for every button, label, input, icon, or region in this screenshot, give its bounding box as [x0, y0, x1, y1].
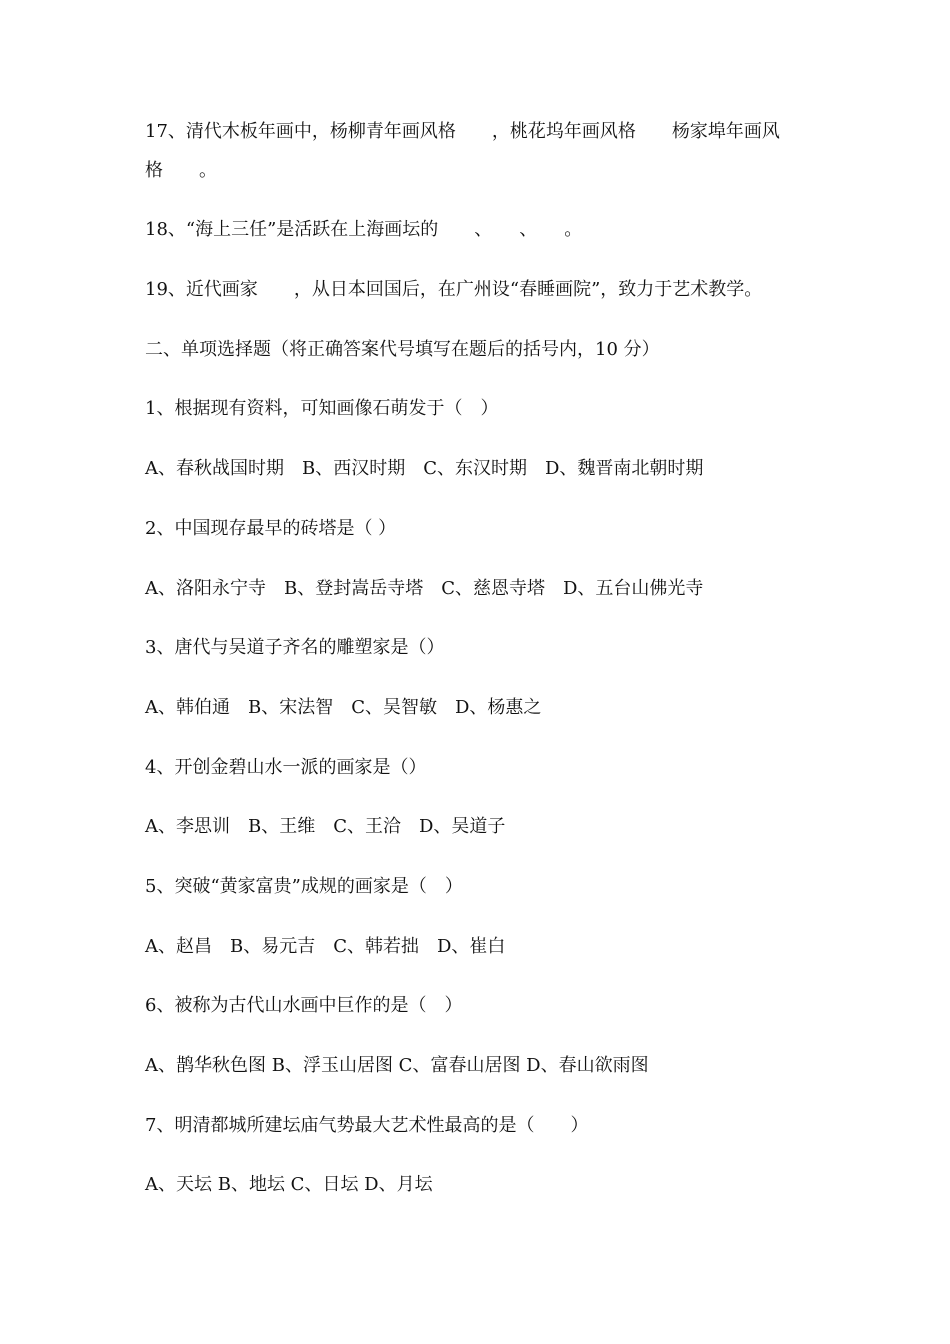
mc-question-3: 3、唐代与吴道子齐名的雕塑家是（）: [145, 637, 445, 658]
mc-question-7: 7、明清都城所建坛庙气势最大艺术性最高的是（ ）: [145, 1115, 589, 1136]
mc-question-6: 6、被称为古代山水画中巨作的是（ ）: [145, 995, 463, 1016]
mc-question-4: 4、开创金碧山水一派的画家是（）: [145, 757, 427, 778]
question-19: 19、近代画家 ，从日本回国后，在广州设“春睡画院”，致力于艺术教学。: [145, 279, 763, 300]
mc-options-4: A、李思训 B、王维 C、王洽 D、吴道子: [145, 816, 506, 837]
mc-options-3: A、韩伯通 B、宋法智 C、吴智敏 D、杨惠之: [145, 697, 542, 718]
question-17-line-2: 格 。: [145, 160, 217, 181]
section-heading-single-choice: 二、单项选择题（将正确答案代号填写在题后的括号内，10 分）: [145, 339, 660, 360]
mc-options-5: A、赵昌 B、易元吉 C、韩若拙 D、崔白: [145, 936, 506, 957]
mc-question-2: 2、中国现存最早的砖塔是（ ）: [145, 518, 397, 539]
mc-options-6: A、鹊华秋色图 B、浮玉山居图 C、富春山居图 D、春山欲雨图: [145, 1055, 649, 1076]
mc-options-1: A、春秋战国时期 B、西汉时期 C、东汉时期 D、魏晋南北朝时期: [145, 458, 704, 479]
question-18: 18、“海上三任”是活跃在上海画坛的 、 、 。: [145, 219, 583, 240]
mc-options-2: A、洛阳永宁寺 B、登封嵩岳寺塔 C、慈恩寺塔 D、五台山佛光寺: [145, 578, 704, 599]
mc-options-7: A、天坛 B、地坛 C、日坛 D、月坛: [145, 1174, 433, 1195]
mc-question-1: 1、根据现有资料，可知画像石萌发于（ ）: [145, 398, 499, 419]
question-17-line-1: 17、清代木板年画中，杨柳青年画风格 ，桃花坞年画风格 杨家埠年画风: [145, 121, 780, 142]
mc-question-5: 5、突破“黄家富贵”成规的画家是（ ）: [145, 876, 463, 897]
